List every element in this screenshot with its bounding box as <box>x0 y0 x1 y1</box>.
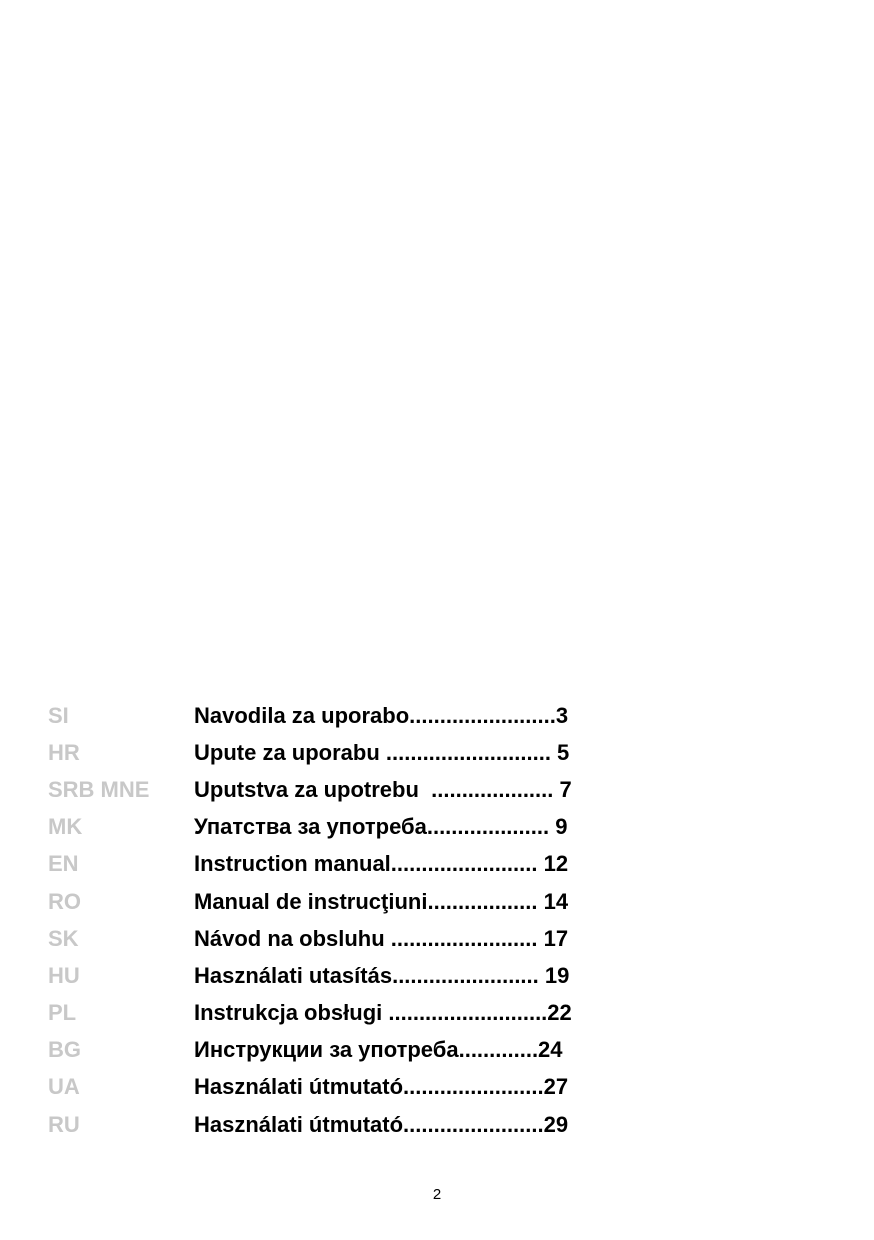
toc-entry-page: .................... 7 <box>418 776 572 802</box>
table-of-contents <box>48 697 648 1143</box>
toc-row-ua[interactable] <box>48 1069 648 1106</box>
toc-row-hr[interactable] <box>48 734 648 771</box>
toc-entry-title: Návod na obsluhu <box>194 925 385 951</box>
toc-entry-title: Upute za uporabu <box>194 739 380 765</box>
toc-entry-page: .......................29 <box>403 1111 569 1137</box>
toc-row-si[interactable] <box>48 697 648 734</box>
toc-entry-title: Használati útmutató <box>194 1074 404 1100</box>
toc-row-bg[interactable] <box>48 1032 648 1069</box>
toc-entry-title: Упатства за употреба <box>194 814 427 840</box>
toc-language-code: RU <box>48 1111 80 1137</box>
toc-entry-page: ........................... 5 <box>379 739 570 765</box>
toc-entry-title: Инструкции за употреба <box>194 1037 459 1063</box>
toc-row-en[interactable] <box>48 846 648 883</box>
page-number: 2 <box>432 1186 442 1203</box>
toc-row-hu[interactable] <box>48 957 648 994</box>
toc-language-code: SI <box>48 702 69 728</box>
toc-entry-title: Uputstva za upotrebu <box>194 776 419 802</box>
toc-row-pl[interactable] <box>48 995 648 1032</box>
toc-entry-page: ........................3 <box>409 702 569 728</box>
toc-row-sk[interactable] <box>48 920 648 957</box>
toc-entry-title: Használati utasítás <box>194 962 393 988</box>
toc-language-code: SK <box>48 925 79 951</box>
toc-row-ru[interactable] <box>48 1106 648 1143</box>
toc-entry-title: Instruction manual <box>194 851 391 877</box>
toc-language-code: SRB MNE <box>48 776 150 802</box>
toc-entry-title: Instrukcja obsługi <box>194 1000 383 1026</box>
toc-entry-page: ........................ 12 <box>390 851 569 877</box>
toc-language-code: HR <box>48 739 80 765</box>
toc-entry-page: ........................ 17 <box>384 925 569 951</box>
toc-language-code: PL <box>48 1000 77 1026</box>
toc-language-code: MK <box>48 814 83 840</box>
toc-language-code: EN <box>48 851 79 877</box>
toc-entry-page: .................... 9 <box>426 814 568 840</box>
toc-language-code: RO <box>48 888 81 914</box>
toc-entry-page: .................. 14 <box>427 888 569 914</box>
toc-row-mk[interactable] <box>48 809 648 846</box>
toc-entry-title: Manual de instrucţiuni <box>194 888 428 914</box>
toc-entry-page: .......................27 <box>403 1074 569 1100</box>
toc-entry-page: .............24 <box>458 1037 563 1063</box>
toc-row-ro[interactable] <box>48 883 648 920</box>
toc-entry-title: Használati útmutató <box>194 1111 404 1137</box>
toc-language-code: BG <box>48 1037 81 1063</box>
toc-language-code: UA <box>48 1074 80 1100</box>
toc-entry-page: ..........................22 <box>382 1000 572 1026</box>
toc-entry-title: Navodila za uporabo <box>194 702 410 728</box>
toc-language-code: HU <box>48 962 80 988</box>
toc-row-srb-mne[interactable] <box>48 771 648 808</box>
toc-entry-page: ........................ 19 <box>392 962 570 988</box>
